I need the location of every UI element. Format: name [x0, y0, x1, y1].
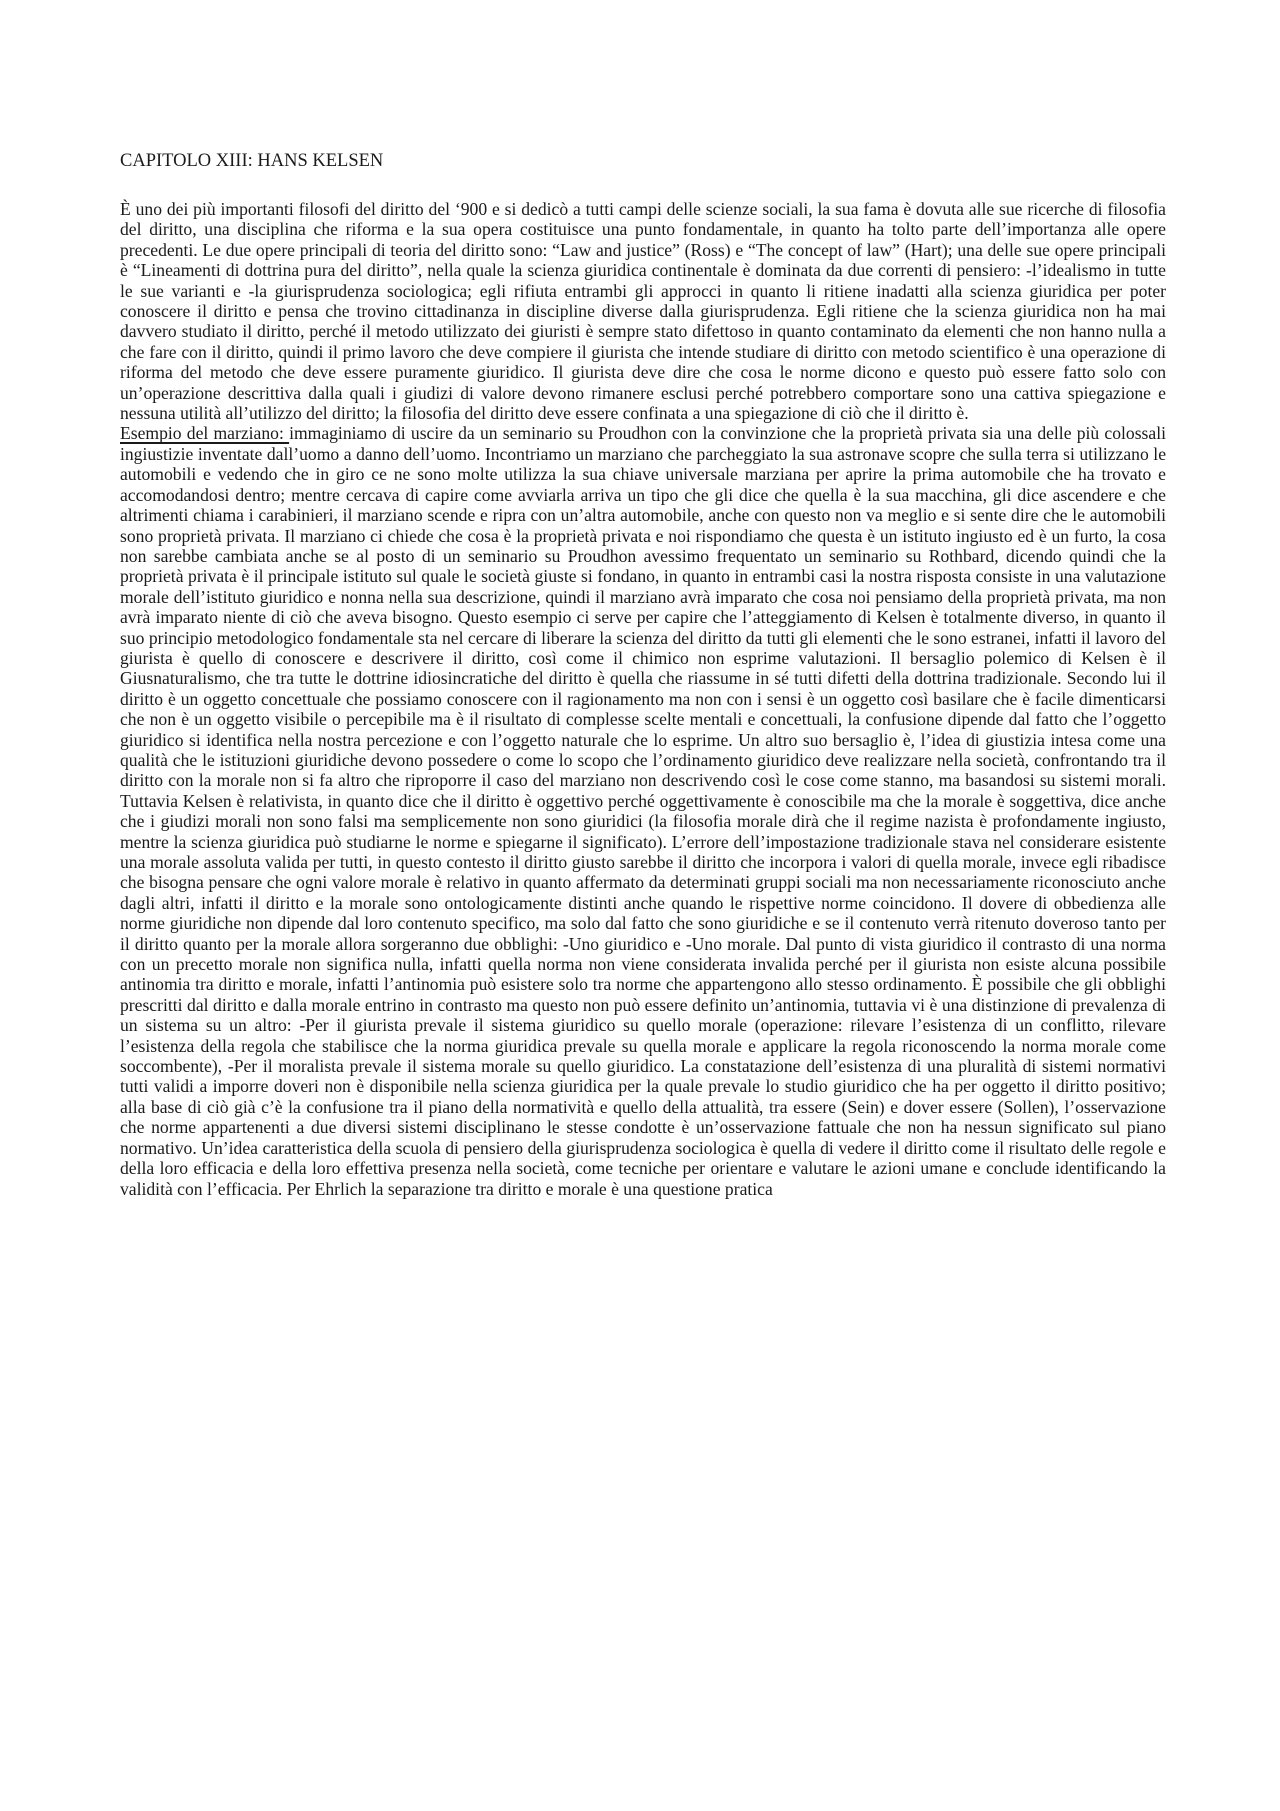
- example-label: Esempio del marziano:: [120, 423, 290, 444]
- document-page: [120, 150, 1166, 1199]
- martian-example-paragraph: [120, 423, 1166, 1198]
- intro-paragraph: È uno dei più importanti filosofi del diritto del ‘900 e si dedicò a tutti campi delle scienze sociali, la sua fama è dovuta alle sue ricerche di filosofia del diritto, una disciplina che riforma e la sua opera costituisce una punto fondamentale, in quanto ha tolto parte dell’importanza alle opere precedenti. Le due opere principali di teoria del diritto sono: “Law and justice” (Ross) e “The concept of law” (Hart); una delle sue opere principali è “Lineamenti di dottrina pura del diritto”, nella quale la scienza giuridica continentale è dominata da due correnti di pensiero: -l’idealismo in tutte le sue varianti e -la giurisprudenza sociologica; egli rifiuta entrambi gli approcci in quanto li ritiene inadatti alla scienza giuridica per poter conoscere il diritto e pensa che trovino cittadinanza in discipline diverse dalla giurisprudenza. Egli ritiene che la scienza giuridica non ha mai davvero studiato il diritto, perché il metodo utilizzato dei giuristi è sempre stato difettoso in quanto contaminato da elementi che non hanno nulla a che fare con il diritto, quindi il primo lavoro che deve compiere il giurista che intende studiare di diritto con metodo scientifico è una operazione di riforma del metodo che deve essere puramente giuridico. Il giurista deve dire che cosa le norme dicono e questo può essere fatto solo con un’operazione descrittiva dalla quali i giudizi di valore devono rimanere esclusi perché potrebbero comportare sono una cattiva spiegazione e nessuna utilità all’utilizzo del diritto; la filosofia del diritto deve essere confinata a una spiegazione di ciò che il diritto è.: [120, 199, 1166, 424]
- example-body: immaginiamo di uscire da un seminario su Proudhon con la convinzione che la proprietà privata sia una delle più colossali ingiustizie inventate dall’uomo a danno dell’uomo. Incontriamo un marziano che parcheggiato la sua astronave scopre che sulla terra si utilizzano le automobili e vedendo che in giro ce ne sono molte utilizza la sua chiave universale marziana per aprire la prima automobile che ha trovato e accomodandosi dentro; mentre cercava di capire come avviarla arriva un tipo che gli dice che quella è la sua macchina, gli dice ascendere e che altrimenti chiama i carabinieri, il marziano scende e ripra con un’altra automobile, anche con questo non va meglio e si sente dire che le automobili sono proprietà privata. Il marziano ci chiede che cosa è la proprietà privata e noi rispondiamo che questa è un istituto ingiusto ed è un furto, la cosa non sarebbe cambiata anche se al posto di un seminario su Proudhon avessimo frequentato un seminario su Rothbard, dicendo quindi che la proprietà privata è il principale istituto sul quale le società giuste si fondano, in quanto in entrambi casi la nostra risposta consiste in una valutazione morale dell’istituto giuridico e nonna nella sua descrizione, quindi il marziano avrà imparato che cosa noi pensiamo della proprietà privata, ma non avrà imparato niente di ciò che aveva bisogno. Questo esempio ci serve per capire che l’atteggiamento di Kelsen è totalmente diverso, in quanto il suo principio metodologico fondamentale sta nel cercare di liberare la scienza del diritto da tutti gli elementi che le sono estranei, infatti il lavoro del giurista è quello di conoscere e descrivere il diritto, così come il chimico non esprime valutazioni. Il bersaglio polemico di Kelsen è il Giusnaturalismo, che tra tutte le dottrine idiosincratiche del diritto è quella che riassume in sé tutti difetti della dottrina tradizionale. Secondo lui il diritto è un oggetto concettuale che possiamo conoscere con il ragionamento ma non con i sensi è un oggetto così basilare che è facile dimenticarsi che non è un oggetto visibile o percepibile ma è il risultato di complesse scelte mentali e concettuali, la confusione dipende dal fatto che l’oggetto giuridico si identifica nella nostra percezione e con l’oggetto naturale che lo esprime. Un altro suo bersaglio è, l’idea di giustizia intesa come una qualità che le istituzioni giuridiche devono possedere o come lo scopo che l’ordinamento giuridico deve realizzare nella società, confrontando tra il diritto con la morale non si fa altro che riproporre il caso del marziano non descrivendo così le cose come stanno, ma basandosi su sistemi morali. Tuttavia Kelsen è relativista, in quanto dice che il diritto è oggettivo perché oggettivamente è conoscibile ma che la morale è soggettiva, dice anche che i giudizi morali non sono falsi ma semplicemente non sono giuridici (la filosofia morale dirà che il regime nazista è profondamente ingiusto, mentre la scienza giuridica può studiarne le norme e spiegarne il significato). L’errore dell’impostazione tradizionale stava nel considerare esistente una morale assoluta valida per tutti, in questo contesto il diritto giusto sarebbe il diritto che incorpora i valori di quella morale, invece egli ribadisce che bisogna pensare che ogni valore morale è relativo in quanto affermato da determinati gruppi sociali ma non necessariamente riconosciuto anche dagli altri, infatti il diritto e la morale sono ontologicamente distinti anche quando le rispettive norme coincidono. Il dovere di obbedienza alle norme giuridiche non dipende dal loro contenuto specifico, ma solo dal fatto che sono giuridiche e se il contenuto verrà ritenuto doveroso tanto per il diritto quanto per la morale allora sorgeranno due obblighi: -Uno giuridico e -Uno morale. Dal punto di vista giuridico il contrasto di una norma con un precetto morale non significa nulla, infatti quella norma non viene considerata invalida perché per il giurista non esiste alcuna possibile antinomia tra diritto e morale, infatti l’antinomia può esistere solo tra norme che appartengono allo stesso ordinamento. È possibile che gli obblighi prescritti dal diritto e dalla morale entrino in contrasto ma questo non può essere definito un’antinomia, tuttavia vi è una distinzione di prevalenza di un sistema su un altro: -Per il giurista prevale il sistema giuridico su quello morale (operazione: rilevare l’esistenza di un conflitto, rilevare l’esistenza della regola che stabilisce che la norma giuridica prevale su quella morale e applicare la regola riconoscendo la norma morale come soccombente), -Per il moralista prevale il sistema morale su quello giuridico. La constatazione dell’esistenza di una pluralità di sistemi normativi tutti validi a imporre doveri non è disponibile nella scienza giuridica per la quale prevale lo studio giuridico che ha per oggetto il diritto positivo; alla base di ciò già c’è la confusione tra il piano della normatività e quello della attualità, tra essere (Sein) e dover essere (Sollen), l’osservazione che norme appartenenti a due diversi sistemi disciplinano le stesse condotte è un’osservazione fattuale che non ha nessun significato sul piano normativo. Un’idea caratteristica della scuola di pensiero della giurisprudenza sociologica è quella di vedere il diritto come il risultato delle regole e della loro efficacia e della loro effettiva presenza nella società, come tecniche per orientare e valutare le azioni umane e conclude identificando la validità con l’efficacia. Per Ehrlich la separazione tra diritto e morale è una questione pratica: [120, 423, 1166, 1199]
- chapter-title: CAPITOLO XIII: HANS KELSEN: [120, 151, 384, 171]
